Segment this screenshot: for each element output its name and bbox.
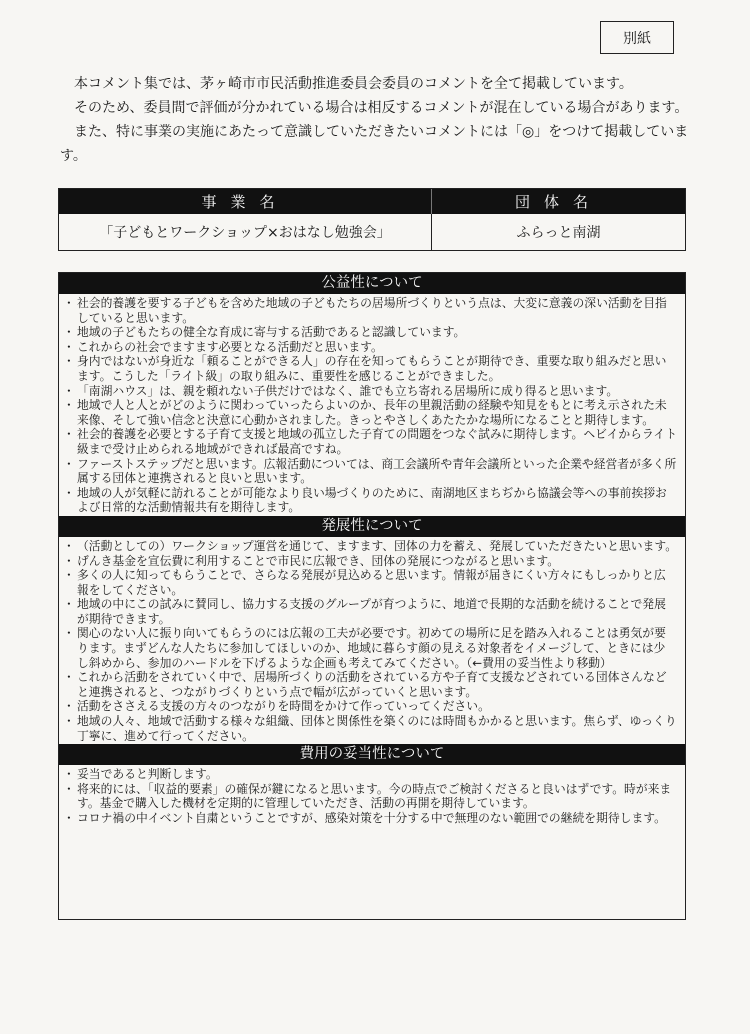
list-item: ・ 関心のない人に振り向いてもらうのには広報の工夫が必要です。初めての場所に足を踏み入れることは勇気が要ります。まずどんな人たちに参加してほしいのか、地域に暮らす顔の見える対象者をイメージして、ときには少し斜めから、参加のハードルを下げるような企画も考えてみてください。（←費用の妥当性より移動） [67,626,677,670]
list-item: ・ コロナ禍の中イベント自粛ということですが、感染対策を十分する中で無理のない範囲での継続を期待します。 [67,811,677,826]
list-item: ・ 地域の子どもたちの健全な育成に寄与する活動であると認識しています。 [67,325,677,340]
list-item: ・ 地域で人と人とがどのように関わっていったらよいのか、長年の里親活動の経験や知見をもとに考え示された未来像、そして強い信念と決意に心動かされました。きっとやさしくあたたかな場所になることと期待します。 [67,398,677,427]
cost-list [59,765,685,826]
list-item: ・ 地域の人々、地域で活動する様々な組織、団体と関係性を築くのには時間もかかると思います。焦らず、ゆっくり丁寧に、進めて行ってください。 [67,714,677,743]
header-project-name: 事業名 [201,193,289,211]
list-item: ・ ファーストステップだと思います。広報活動については、商工会議所や青年会議所といった企業や経営者が多く所属する団体と連携されると良いと思います。 [67,457,677,486]
list-item: ・ 妥当であると判断します。 [67,767,677,782]
header-group-name: 団体名 [431,189,685,214]
section-title-cost: 費用の妥当性について [59,744,685,765]
group-name: ふらっと南湖 [431,214,685,250]
section-title-public-interest: 公益性について [59,273,685,294]
comments-box [58,272,686,920]
intro-line: そのため、委員間で評価が分かれている場合は相反するコメントが混在している場合があります。 [74,100,689,116]
intro-text [60,72,700,168]
list-item: ・ 地域の人が気軽に訪れることが可能なより良い場づくりのために、南湖地区まちぢから協議会等への事前挨拶および日常的な活動情報共有を期待します。 [67,486,677,515]
project-table [58,188,686,251]
list-item: ・ 活動をささえる支援の方々のつながりを時間をかけて作っていってください。 [67,699,677,714]
public-interest-list [59,294,685,516]
list-item: ・ 「南湖ハウス」は、親を頼れない子供だけではなく、誰でも立ち寄れる居場所に成り得ると思います。 [67,384,677,399]
intro-line: また、特に事業の実施にあたって意識していただきたいコメントには「◎」をつけて掲載しています。 [60,124,689,164]
list-item: ・ これから活動をされていく中で、居場所づくりの活動をされている方や子育て支援などされている団体さんなどと連携されると、つながりづくりという点で幅が広がっていくと思います。 [67,670,677,699]
list-item: ・ （活動としての）ワークショップ運営を通じて、ますます、団体の力を蓄え、発展していただきたいと思います。 [67,539,677,554]
project-table-header [59,189,685,214]
list-item: ・ 将来的には、「収益的要素」の確保が鍵になると思います。今の時点でご検討くださると良いはずです。時が来ます。基金で購入した機材を定期的に管理していただき、活動の再開を期待しています。 [67,782,677,811]
development-list [59,537,685,744]
section-title-development: 発展性について [59,516,685,537]
attachment-badge: 別紙 [600,21,674,54]
intro-line: 本コメント集では、茅ヶ崎市市民活動推進委員会委員のコメントを全て掲載しています。 [74,76,633,92]
list-item: ・ 身内ではないが身近な「頼ることができる人」の存在を知ってもらうことが期待でき、重要な取り組みだと思います。こうした「ライト級」の取り組みに、重要性を感じることができました。 [67,354,677,383]
list-item: ・ 社会的養護を必要とする子育て支援と地域の孤立した子育ての問題をつなぐ試みに期待します。ヘビイからライト級まで受け止められる地域ができれば最高ですね。 [67,427,677,456]
project-table-row [59,214,685,250]
list-item: ・ 社会的養護を要する子どもを含めた地域の子どもたちの居場所づくりという点は、大変に意義の深い活動を目指していると思います。 [67,296,677,325]
list-item: ・ 地域の中にこの試みに賛同し、協力する支援のグループが育つように、地道で長期的な活動を続けることで発展が期待できます。 [67,597,677,626]
list-item: ・ 多くの人に知ってもらうことで、さらなる発展が見込めると思います。情報が届きにくい方々にもしっかりと広報をしてください。 [67,568,677,597]
list-item: ・ これからの社会でますます必要となる活動だと思います。 [67,340,677,355]
list-item: ・ げんき基金を宣伝費に利用することで市民に広報でき、団体の発展につながると思います。 [67,554,677,569]
project-name: 「子どもとワークショップ×おはなし勉強会」 [99,225,391,241]
